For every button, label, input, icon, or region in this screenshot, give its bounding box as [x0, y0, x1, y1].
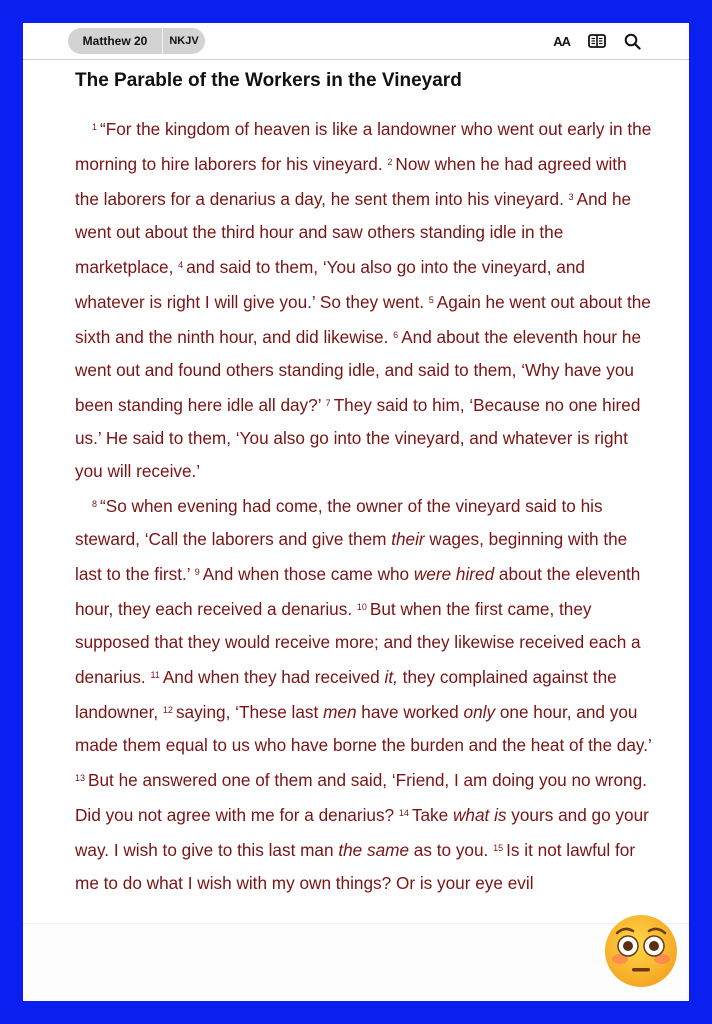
text-run: But when the first came, they supposed that they would receive more; and they likewise received each a denarius. — [75, 599, 641, 687]
text-run: Is it not lawful for me to do what I wish with my own things? Or is your eye evil — [75, 840, 636, 893]
verse-number[interactable]: 6 — [393, 330, 399, 340]
text-run: And when those came who — [202, 564, 414, 584]
italic-word: men — [323, 702, 357, 722]
verse-text[interactable]: “For the kingdom of heaven is like a landowner who went out early in the morning to hire laborers for his vineyard. — [75, 119, 652, 174]
italic-word: what is — [453, 805, 507, 825]
italic-word: were hired — [413, 564, 495, 584]
verse-number[interactable]: 12 — [162, 705, 173, 715]
text-run: about the eleventh hour, they each received a denarius. — [75, 564, 641, 619]
text-run: saying, ‘These last — [175, 702, 324, 722]
verse-number[interactable]: 9 — [194, 567, 200, 577]
italic-word: only — [463, 702, 496, 722]
text-run: Take — [411, 805, 453, 825]
verse-number[interactable]: 4 — [178, 260, 184, 270]
version-button[interactable]: NKJV — [169, 35, 199, 47]
text-run: wages, beginning with the last to the first.’ — [75, 529, 628, 584]
text-size-label: AA — [553, 33, 570, 49]
section-title: The Parable of the Workers in the Vineyard — [75, 70, 462, 91]
text-size-icon[interactable] — [553, 31, 570, 51]
verse-number[interactable]: 14 — [398, 808, 409, 818]
reader-view-icon[interactable] — [588, 31, 606, 51]
text-run: But he answered one of them and said, ‘Friend, I am doing you no wrong. Did you not agree with me for a denarius? — [75, 770, 647, 825]
verse-text[interactable]: Again he went out about the sixth and the ninth hour, and did likewise. — [75, 292, 651, 347]
reader-window — [23, 23, 689, 1001]
search-icon[interactable] — [624, 31, 641, 51]
verse-number[interactable]: 7 — [325, 398, 331, 408]
chapter-selector[interactable] — [68, 28, 205, 54]
verse-number[interactable]: 11 — [150, 670, 160, 680]
verse-text[interactable]: And he went out about the third hour and saw others standing idle in the marketplace, — [75, 189, 632, 277]
flushed-face-emoji-icon — [603, 913, 679, 989]
text-run: “So when evening had come, the owner of the vineyard said to his steward, ‘Call the laborers and give them — [75, 496, 603, 549]
text-run: as to you. — [409, 840, 494, 860]
italic-word: it, — [384, 667, 398, 687]
verse-number[interactable]: 1 — [92, 122, 98, 132]
verse-number[interactable]: 8 — [92, 499, 98, 509]
verse-number[interactable]: 15 — [493, 843, 504, 853]
text-run: they complained against the landowner, — [75, 667, 617, 722]
paragraph — [75, 111, 655, 488]
italic-word: their — [391, 529, 425, 549]
verse-number[interactable]: 13 — [75, 773, 86, 783]
text-run: And when they had received — [162, 667, 385, 687]
verse-number[interactable]: 2 — [387, 157, 393, 167]
passage-text — [75, 111, 655, 900]
passage-area — [75, 59, 655, 900]
bottom-bar — [23, 923, 689, 1001]
verse-text[interactable]: They said to him, ‘Because no one hired us.’ He said to them, ‘You also go into the vineyard, and whatever is right you will receive.’ — [75, 395, 641, 481]
text-run: yours and go your way. I wish to give to this last man — [75, 805, 649, 860]
text-run: one hour, and you made them equal to us who have borne the burden and the heat of the day.’ — [75, 702, 652, 755]
verse-number[interactable]: 5 — [428, 295, 434, 305]
verse-text[interactable]: and said to them, ‘You also go into the vineyard, and whatever is right I will give you.’ So they went. — [75, 257, 585, 312]
text-run: have worked — [356, 702, 464, 722]
verse-text[interactable]: Now when he had agreed with the laborers for a denarius a day, he sent them into his vineyard. — [75, 154, 627, 209]
book-chapter-button[interactable]: Matthew 20 — [68, 28, 163, 54]
verse-number[interactable]: 3 — [568, 192, 574, 202]
paragraph — [75, 488, 655, 900]
verse-text[interactable]: And about the eleventh hour he went out and found others standing idle, and said to them, ‘Why have you been standing here idle all day?’ — [75, 327, 642, 415]
verse-number[interactable]: 10 — [356, 602, 367, 612]
italic-word: the same — [338, 840, 410, 860]
toolbar-actions — [553, 31, 641, 51]
toolbar — [23, 23, 689, 60]
